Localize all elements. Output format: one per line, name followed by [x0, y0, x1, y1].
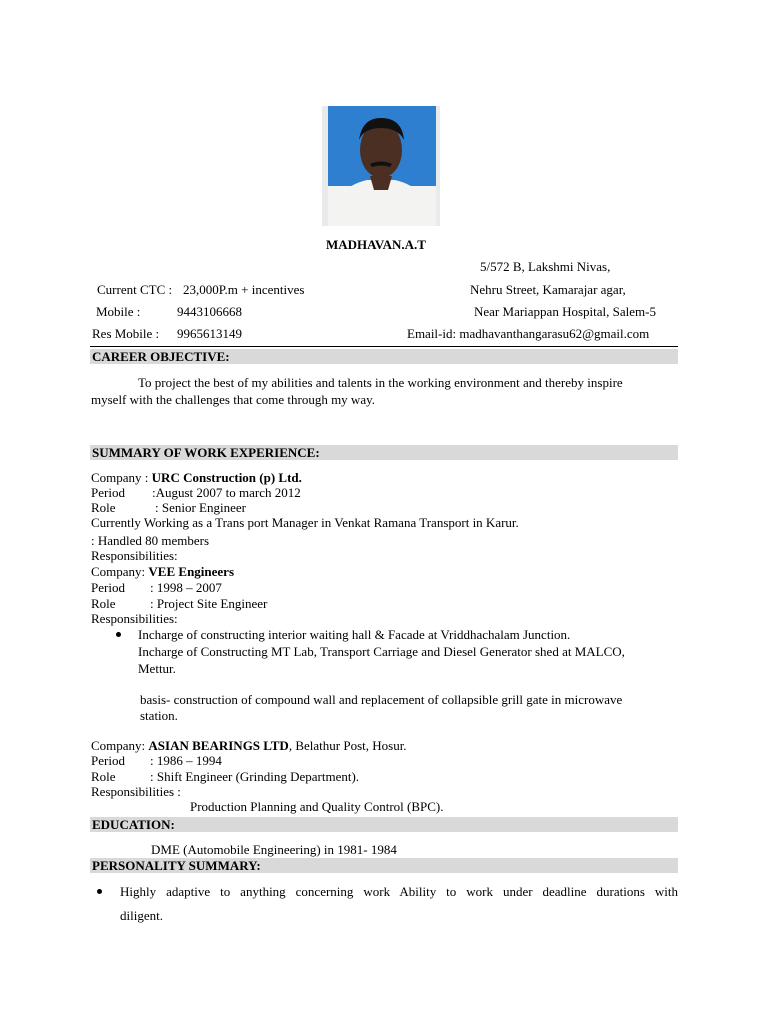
- education-heading: EDUCATION:: [90, 817, 678, 832]
- ctc-value: 23,000P.m + incentives: [183, 282, 305, 297]
- career-objective-heading: CAREER OBJECTIVE:: [90, 349, 678, 364]
- res-mobile-label: Res Mobile :: [92, 326, 160, 341]
- job2-resp-2a: Incharge of Constructing MT Lab, Transport Carriage and Diesel Generator shed at MALCO,: [138, 644, 625, 659]
- mobile-label: Mobile :: [96, 304, 141, 319]
- ctc-label: Current CTC :: [97, 282, 173, 297]
- personality-line-2: diligent.: [120, 908, 163, 923]
- job2-period: : 1998 – 2007: [150, 580, 222, 595]
- job2-company: VEE Engineers: [148, 564, 235, 579]
- job3-resp-1: Production Planning and Quality Control (BPC).: [190, 799, 444, 814]
- address-line-1: 5/572 B, Lakshmi Nivas,: [480, 259, 611, 274]
- job2-resp-label: Responsibilities:: [91, 611, 178, 626]
- job3-company-rest: , Belathur Post, Hosur.: [288, 738, 407, 753]
- job2-company-label: Company:: [91, 564, 149, 579]
- job1-company-row: [91, 470, 302, 485]
- job3-period: : 1986 – 1994: [150, 753, 222, 768]
- job2-resp-2b: Mettur.: [138, 661, 176, 676]
- job2-role: : Project Site Engineer: [150, 596, 268, 611]
- res-mobile-value: 9965613149: [177, 326, 242, 341]
- job3-company: ASIAN BEARINGS LTD: [148, 738, 289, 753]
- job3-company-label: Company:: [91, 738, 149, 753]
- mobile-value: 9443106668: [177, 304, 242, 319]
- job1-resp-label: Responsibilities:: [91, 548, 178, 563]
- job2-resp-3a: basis- construction of compound wall and replacement of collapsible grill gate in microwave: [140, 692, 623, 707]
- job3-resp-label: Responsibilities :: [91, 784, 181, 799]
- job3-role: : Shift Engineer (Grinding Department).: [150, 769, 360, 784]
- job1-current: Currently Working as a Trans port Manager in Venkat Ramana Transport in Karur.: [91, 515, 519, 530]
- job3-period-label: Period: [91, 753, 125, 768]
- address-line-3: Near Mariappan Hospital, Salem-5: [474, 304, 656, 319]
- portrait-image: [322, 106, 440, 226]
- job1-handled: : Handled 80 members: [91, 533, 210, 548]
- candidate-name: MADHAVAN.A.T: [326, 237, 426, 252]
- job2-company-row: [91, 564, 234, 579]
- header-divider: [90, 346, 678, 347]
- job2-role-label: Role: [91, 596, 116, 611]
- objective-line-1: To project the best of my abilities and talents in the working environment and thereby inspire: [138, 375, 623, 390]
- bullet-icon: [116, 632, 121, 637]
- job1-period: :August 2007 to march 2012: [152, 485, 301, 500]
- work-experience-heading: SUMMARY OF WORK EXPERIENCE:: [90, 445, 678, 460]
- email[interactable]: Email-id: madhavanthangarasu62@gmail.com: [407, 326, 650, 341]
- personality-line-1: Highly adaptive to anything concerning work Ability to work under deadline durations with: [120, 884, 678, 899]
- job3-role-label: Role: [91, 769, 116, 784]
- job3-company-row: [91, 738, 407, 753]
- bullet-icon: [97, 889, 102, 894]
- job1-company: URC Construction (p) Ltd.: [151, 470, 302, 485]
- job1-company-label: Company :: [91, 470, 152, 485]
- education-line-1: DME (Automobile Engineering) in 1981- 1984: [151, 842, 397, 857]
- personality-heading: PERSONALITY SUMMARY:: [90, 858, 678, 873]
- objective-line-2: myself with the challenges that come through my way.: [91, 392, 376, 407]
- job2-period-label: Period: [91, 580, 125, 595]
- job1-period-label: Period: [91, 485, 125, 500]
- profile-photo: [322, 106, 440, 226]
- job1-role-label: Role: [91, 500, 116, 515]
- job2-resp-1: Incharge of constructing interior waiting hall & Facade at Vriddhachalam Junction.: [138, 627, 571, 642]
- job1-role: : Senior Engineer: [155, 500, 246, 515]
- address-line-2: Nehru Street, Kamarajar agar,: [470, 282, 626, 297]
- job2-resp-3b: station.: [140, 708, 178, 723]
